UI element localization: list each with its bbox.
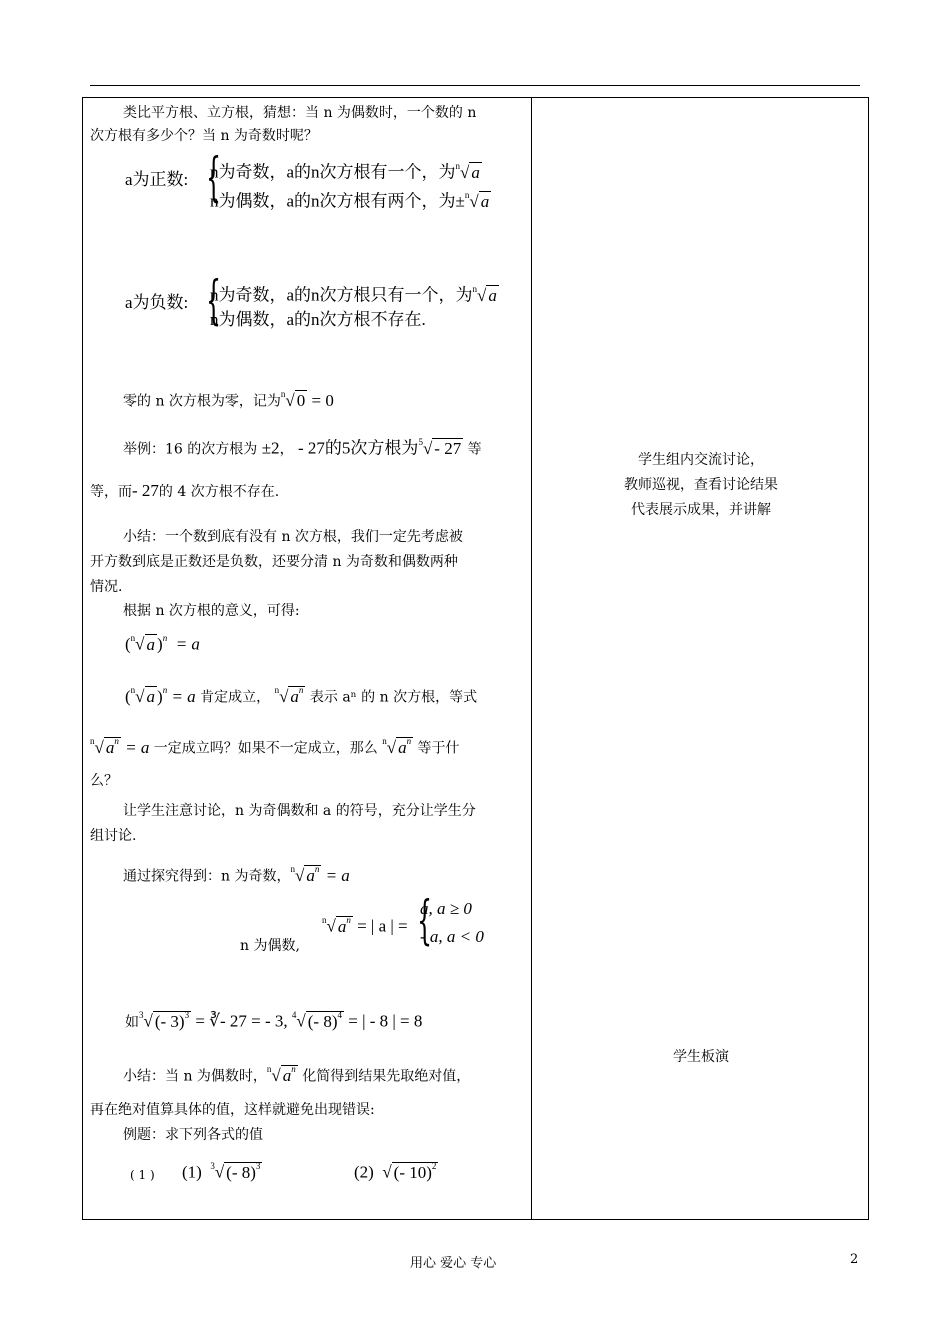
example-line-2 [90,480,279,503]
example-line [123,433,482,461]
page-number: 2 [850,1252,859,1267]
ex-c: ， [279,441,294,458]
worked-example: 如$^3$√ (- 3)$^3$ = ∛- 27 = - 3, $^4$√ (- 8)$^4$ = | - 8 | = 8 [125,1010,423,1031]
summary2-line-2: 再在绝对值算具体的值，这样就避免出现错误: [90,1102,375,1118]
teacher-note [531,448,871,523]
ex2-label: (2) [354,1162,374,1182]
ex-d: - 27的5次方根为 [298,438,419,458]
pos-odd [210,157,482,184]
footer-motto: 用心 爱心 专心 [410,1256,497,1271]
root-a: $^n$√ a [455,161,480,182]
pos-label-text: a为正数: [125,170,189,189]
summary1-line-2: 开方数到底是正数还是负数，还要分清 n 为奇数和偶数两种 [90,554,458,570]
meaning-line: 根据 n 次方根的意义，可得: [123,603,300,619]
even-eq-text: = | a | = [357,916,408,936]
id2-txt2: 表示 aⁿ 的 n 次方根，等式 [309,689,478,706]
sum2-b: 化简得到结果先取绝对值， [302,1068,471,1085]
ex1-label: (1) [182,1162,202,1182]
odd-eq: = a [325,865,350,885]
note-line-2: 教师巡视，查看讨论结果 [624,477,778,493]
zero-text: 零的 n 次方根为零，记为 [123,393,281,410]
odd-txt: 通过探究得到：n 为奇数， [123,868,291,885]
even-brace: { [417,891,432,951]
ex-f: 等 [467,441,482,458]
identity-3-line-2: 么？ [90,773,118,789]
board-note: 学生板演 [673,1049,729,1065]
case-2: - a, a < 0 [420,927,484,946]
pos-label [125,169,188,191]
even-eq: $^n$√ $a^n$ = | a | = [322,915,408,936]
ex-a: 举例：16 的次方根为 [123,441,258,458]
root-a: $^n$√ a [472,284,497,305]
id1-eq: = a [175,634,200,654]
neg-label-text: a为负数: [125,293,189,312]
summary2-line-1: 小结：当 n 为偶数时，$^n$√ $a^n$ 化简得到结果先取绝对值， [123,1064,471,1085]
root-an: $^n$√ $a^n$ [274,685,304,706]
id3-txt1: 一定成立吗？如果不一定成立，那么 [153,740,378,757]
ex-b: ±2 [261,438,280,458]
ru-eq2: = | - 8 | = 8 [348,1011,423,1031]
id3-txt2: 等于什 [417,740,460,757]
neg-odd-text: n为奇数，a的n次方根只有一个，为 [210,285,473,305]
zero-line [123,385,334,413]
id2-eq: = a [171,686,196,706]
identity-1: ($^n$√ a )$^n$ = a [125,633,200,654]
ru-eq: = ∛- 27 = - 3, [195,1011,292,1031]
root-neg27: $^5$√ - 27 [418,437,462,458]
case-1: a, a ≥ 0 [420,899,472,918]
note-line-1: 学生组内交流讨论， [638,452,764,468]
neg-even [210,309,426,331]
identity-3: $^n$√ $a^n = a$ 一定成立吗？如果不一定成立，那么 $^n$√ $a^n$ 等于什 [90,736,460,757]
ex2-a: 等，而 [90,484,132,500]
sum2-a: 小结：当 n 为偶数时， [123,1068,267,1085]
exercise-2: (2) √ (- 10)$^2$ [354,1161,437,1182]
ex2-c: 的 4 次方根不存在. [158,484,280,500]
summary1-line-3: 情况. [90,579,123,595]
discuss-line-2: 组讨论. [90,828,137,844]
ex2-b: - 27 [132,481,159,500]
note-line-3: 代表展示成果，并讲解 [631,502,771,518]
identity-2: ($^n$√ a )$^n$ = a 肯定成立， $^n$√ $a^n$ 表示 aⁿ 的 n 次方根，等式 [125,685,478,706]
root-zero: $^n$√ 0 = 0 [280,389,334,410]
neg-even-text: n为偶数，a的n次方根不存在. [210,310,426,329]
ru-text: 如 [125,1015,139,1031]
id2-txt1: 肯定成立， [200,689,271,706]
neg-label [125,292,188,314]
pos-brace: { [206,148,221,208]
discuss-line-1: 让学生注意讨论，n 为奇偶数和 a 的符号，充分让学生分 [123,803,476,819]
root-an: $^n$√ $a^n$ [382,736,412,757]
pos-odd-text: n为奇数，a的n次方根有一个，为 [210,162,456,182]
summary1-line-1: 小结：一个数到底有没有 n 次方根，我们一定先考虑被 [123,529,463,545]
pos-even-text: n为偶数，a的n次方根有两个，为± [210,191,465,211]
root-a: $^n$√ a [464,190,490,211]
even-txt: n 为偶数, [240,938,300,954]
id3-eq: = a [125,737,150,757]
exercise-1: (1) $^3$√ (- 8)$^3$ [182,1161,261,1182]
header-rule [90,85,860,86]
zero-eq: = 0 [311,390,334,410]
exercise-number: ( 1 ) [130,1168,155,1182]
intro-line-2: 次方根有多少个？当 n 为奇数时呢？ [90,128,318,144]
example-title: 例题：求下列各式的值 [123,1127,263,1143]
odd-result: 通过探究得到：n 为奇数，$^n$√ $a^n = a$ [123,864,350,885]
neg-odd [210,280,499,307]
neg-brace: { [206,271,221,331]
intro-line-1: 类比平方根、立方根，猜想：当 n 为偶数时，一个数的 n [123,105,477,121]
pos-even [210,186,491,213]
